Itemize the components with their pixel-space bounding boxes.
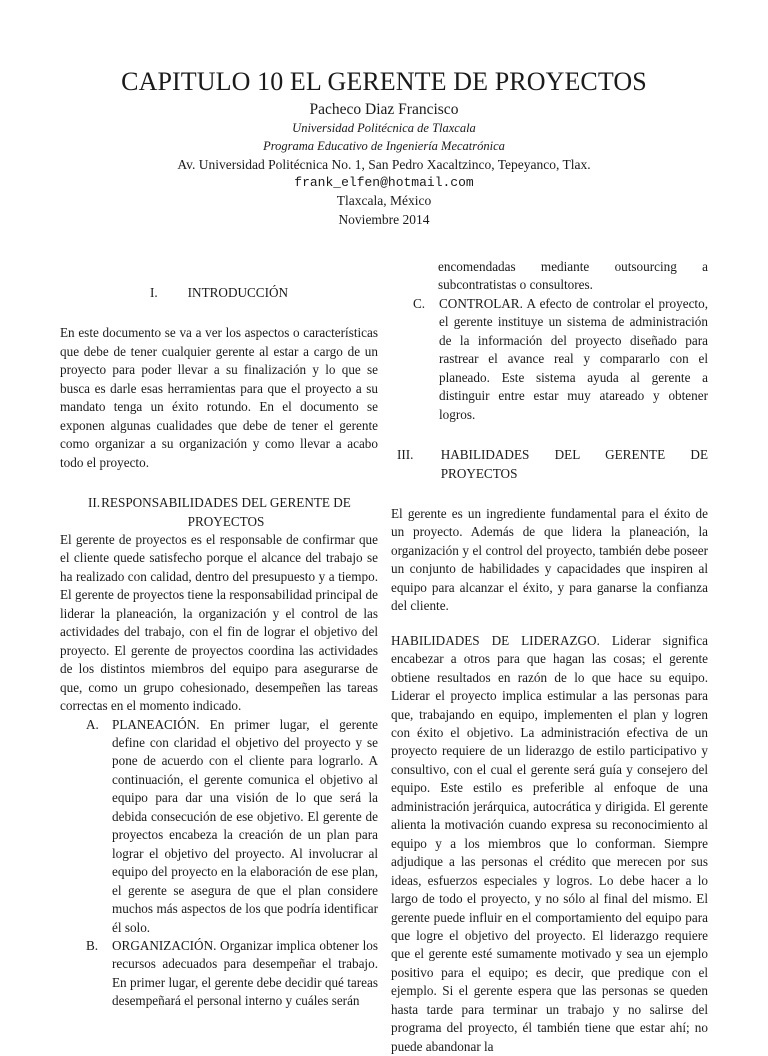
date-line: Noviembre 2014 — [338, 212, 430, 227]
list-item-controlar — [413, 295, 708, 424]
paper-header — [0, 66, 768, 229]
program-name: Programa Educativo de Ingeniería Mecatrónica — [263, 139, 505, 153]
paper-title: CAPITULO 10 EL GERENTE DE PROYECTOS — [121, 67, 647, 96]
list-item-planeacion — [86, 716, 378, 937]
list-item-organizacion — [86, 937, 378, 1011]
place-line: Tlaxcala, México — [336, 193, 432, 208]
list-item-text: ORGANIZACIÓN. Organizar implica obtener los recursos adecuados para desempeñar el trabajo. En primer lugar, el gerente debe decidir qué tareas desempeñará el personal interno y cuáles serán — [112, 937, 378, 1009]
author-name: Pacheco Diaz Francisco — [309, 101, 459, 118]
list-item-label: C. — [413, 295, 426, 311]
university-name: Universidad Politécnica de Tlaxcala — [292, 121, 476, 135]
list-item-text: CONTROLAR. A efecto de controlar el proyecto, el gerente instituye un sistema de administración de la información del proyecto diseñado para rastrear el avance real y compararlo con el planeado. Este sistema ayuda al gerente a distinguir entre estar muy atareado y obtener logros. — [439, 295, 708, 422]
address-line: Av. Universidad Politécnica No. 1, San Pedro Xacaltzinco, Tepeyanco, Tlax. — [177, 157, 591, 172]
list-item-label: A. — [86, 716, 99, 732]
section-heading-responsabilidades — [60, 494, 378, 531]
section-title: RESPONSABILIDADES DEL GERENTE DE PROYECTOS — [101, 495, 351, 529]
right-column — [391, 258, 708, 1056]
list-item-label: B. — [86, 937, 99, 953]
liderazgo-paragraph: HABILIDADES DE LIDERAZGO. Liderar significa encabezar a otros para que hagan las cosas; el gerente obtiene resultados en razón de lo que hace su equipo. Liderar el proyecto implica estimular a las personas para que, trabajando en equipo, implementen el plan y logren con éxito el objetivo. La administración efectiva de un proyecto requiere de un liderazgo de estilo participativo y consultivo, con el cual el gerente será guía y consejero del equipo. Este estilo es preferible al enfoque de una administración jerárquica, autocrática y dirigida. El gerente alienta la motivación cuando expresa su reconocimiento al equipo y a los miembros que lo conforman. Siempre adjudique a las personas el crédito que merecen por sus ideas, esfuerzos especiales y logros. Lo debe hacer a lo largo de todo el proyecto, y no sólo al final del mismo. El gerente puede influir en el comportamiento del equipo para que logre el objetivo del proyecto. El liderazgo requiere que el gerente esté sumamente motivado y sea un ejemplo positivo para el equipo; es decir, que predique con el ejemplo. Si el gerente espera que las personas se queden hasta tarde para terminar un trabajo y no salirse del programa del proyecto, él también tiene que estar ahí; no puede abandonar la — [391, 632, 708, 1054]
section-title: INTRODUCCIÓN — [187, 285, 289, 300]
section-heading-introduccion — [60, 284, 378, 302]
list-item-text: PLANEACIÓN. En primer lugar, el gerente define con claridad el objetivo del proyecto y se pone de acuerdo con el cliente para lograrlo. A continuación, el gerente comunica el objetivo al equipo para dar una visión de lo que será la debida consecución de ese objetivo. El gerente de proyectos encabeza la creación de un plan para lograr el objetivo del proyecto. Al involucrar al equipo del proyecto en la elaboración de ese plan, el gerente se asegura de que el plan considere muchos más aspectos de los que podría identificar él solo. — [112, 716, 378, 935]
author-email: frank_elfen@hotmail.com — [294, 175, 474, 190]
habilidades-paragraph: El gerente es un ingrediente fundamental para el éxito de un proyecto. Además de que lidera la planeación, la organización y el control del proyecto, también debe poseer un conjunto de habilidades y capacidades que inspiren al equipo para alcanzar el éxito, y para ganarse la confianza del cliente. — [391, 505, 708, 614]
intro-paragraph: En este documento se va a ver los aspectos o características que debe de tener cualquier gerente al estar a cargo de un proyecto para poder llevar a su finalización y lo que se busca es darle esas herramientas para que el proyecto a su mandato tenga un éxito rotundo. En el documento se exponen algunas cualidades que debe de tener el gerente como organizar a su organización y como llevar a acabo todo el proyecto. — [60, 325, 378, 470]
section-number: II. — [88, 495, 101, 511]
section-heading-habilidades — [391, 446, 708, 483]
responsabilidades-paragraph: El gerente de proyectos es el responsable de confirmar que el cliente quede satisfecho porque el alcance del trabajo se ha realizado con calidad, dentro del presupuesto y a tiempo. El gerente de proyectos tiene la responsabilidad principal de liderar la planeación, la organización y el control de las actividades del trabajo, con el fin de lograr el objetivo del proyecto. El gerente de proyectos coordina las actividades de los distintos miembros del equipo para asegurarse de que, como un grupo cohesionado, desempeñen las tareas correctas en el momento indicado. — [60, 531, 378, 714]
section-title: HABILIDADES DEL GERENTE DE PROYECTOS — [440, 447, 708, 481]
section-number: I. — [149, 285, 158, 300]
section-number: III. — [397, 447, 414, 463]
left-column — [60, 284, 378, 1011]
list-item-continuation: encomendadas mediante outsourcing a subcontratistas o consultores. — [438, 259, 708, 293]
